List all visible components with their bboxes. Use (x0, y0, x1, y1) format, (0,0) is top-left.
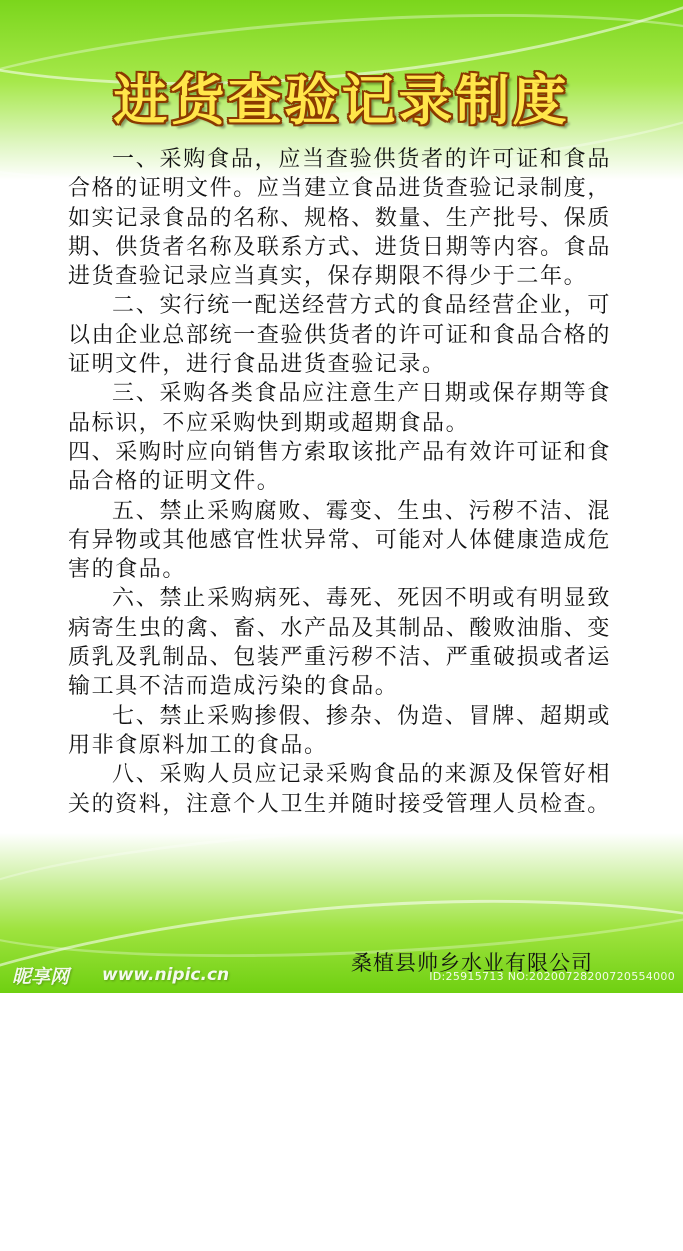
clause-8: 八、采购人员应记录采购食品的来源及保管好相关的资料，注意个人卫生并随时接受管理人员检查。 (68, 762, 611, 817)
watermark-url: www.nipic.cn (102, 965, 230, 985)
clause-4: 四、采购时应向销售方索取该批产品有效许可证和食品合格的证明文件。 (68, 439, 611, 495)
page-title: 进货查验记录制度 (113, 69, 570, 132)
regulation-body (68, 145, 611, 819)
company-name: 桑植县帅乡水业有限公司 (351, 951, 593, 975)
watermark-logo: 昵享网 (12, 966, 70, 988)
clause-6: 六、禁止采购病死、毒死、死因不明或有明显致病寄生虫的禽、畜、水产品及其制品、酸败油脂、变质乳及乳制品、包装严重污秽不洁、严重破损或者运输工具不洁而造成污染的食品。 (68, 586, 611, 700)
clause-3: 三、采购各类食品应注意生产日期或保存期等食品标识，不应采购快到期或超期食品。 (68, 381, 611, 436)
watermark-id: ID:25915713 NO:20200728200720554000 (429, 970, 675, 983)
clause-5: 五、禁止采购腐败、霉变、生虫、污秽不洁、混有异物或其他感官性状异常、可能对人体健康造成危害的食品。 (68, 498, 611, 583)
clause-7: 七、禁止采购掺假、掺杂、伪造、冒牌、超期或用非食原料加工的食品。 (68, 703, 611, 758)
clause-1: 一、采购食品，应当查验供货者的许可证和食品合格的证明文件。应当建立食品进货查验记录制度，如实记录食品的名称、规格、数量、生产批号、保质期、供货者名称及联系方式、进货日期等内容。食品进货查验记录应当真实，保存期限不得少于二年。 (68, 147, 611, 290)
clause-2: 二、实行统一配送经营方式的食品经营企业，可以由企业总部统一查验供货者的许可证和食品合格的证明文件，进行食品进货查验记录。 (68, 293, 611, 378)
